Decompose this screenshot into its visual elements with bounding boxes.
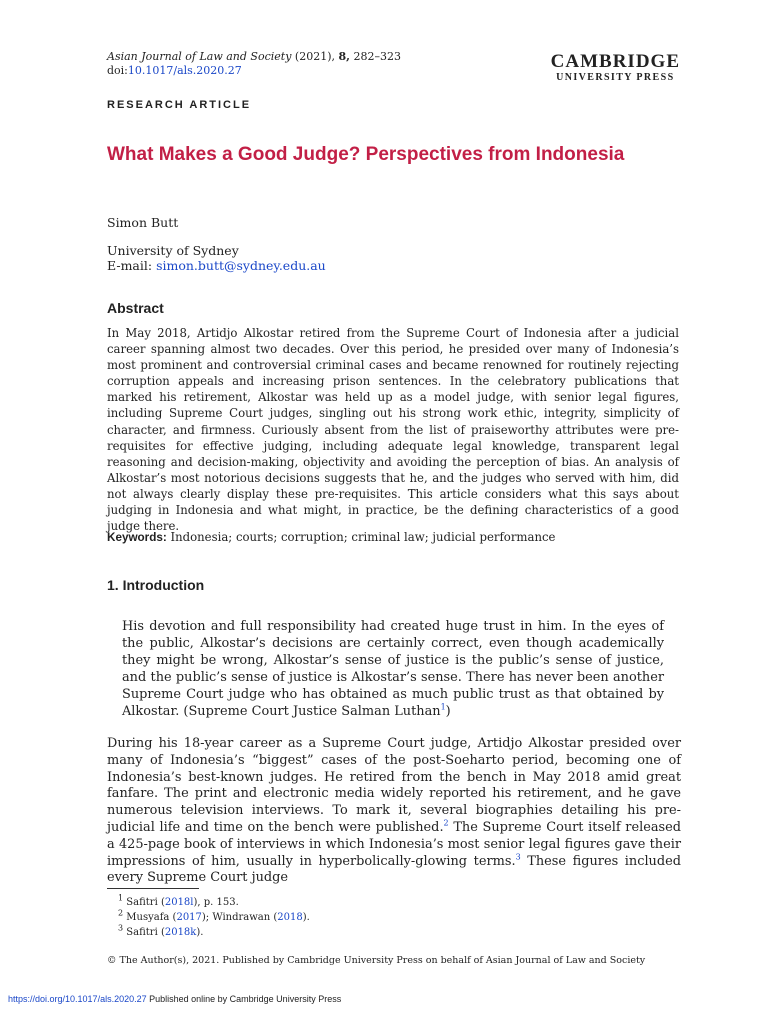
footnote-ref-3[interactable]: 3: [515, 852, 521, 862]
copyright-notice: © The Author(s), 2021. Published by Cambridge University Press on behalf of Asian Journal of Law and Society: [107, 955, 646, 966]
reference-link[interactable]: 2018: [277, 912, 303, 923]
quote-close: ): [445, 704, 451, 719]
footnote-text: ).: [196, 927, 204, 938]
footnote-number: 1: [118, 893, 124, 903]
footnote-divider: [107, 888, 199, 889]
abstract-heading: Abstract: [107, 300, 164, 316]
affiliation-name: University of Sydney: [107, 243, 239, 258]
intro-paragraph: [107, 736, 681, 887]
footnote-text: Safitri (: [126, 897, 165, 908]
epigraph-quote: [122, 618, 664, 720]
journal-volume: 8,: [338, 50, 350, 63]
footnote-text: Safitri (: [126, 927, 165, 938]
paragraph-part-c: These figures included every Supreme Court judge: [107, 853, 681, 886]
keywords: [107, 529, 679, 546]
publisher-logo-line2: UNIVERSITY PRESS: [556, 72, 675, 83]
footer-doi-link[interactable]: https://doi.org/10.1017/als.2020.27: [8, 994, 147, 1004]
quote-text: His devotion and full responsibility had created huge trust in him. In the eyes of the public, Alkostar’s decisions are certainly correct, even though academically they might be wrong, Alkostar’s sense of justice is the public’s sense of justice, and the public’s sense of justice is Alkostar’s sense. There has never been another Supreme Court judge who has obtained as much public trust as that obtained by Alkostar. (Supreme Court Justice Salman Luthan: [122, 619, 664, 719]
email-link[interactable]: simon.butt@sydney.edu.au: [156, 258, 326, 273]
article-title: What Makes a Good Judge? Perspectives from Indonesia: [107, 144, 625, 165]
footnote-text: ).: [302, 912, 310, 923]
keywords-list: Indonesia; courts; corruption; criminal law; judicial performance: [170, 530, 556, 544]
footnote-ref-1[interactable]: 1: [440, 702, 446, 712]
footnote-text: ), p. 153.: [193, 897, 239, 908]
reference-link[interactable]: 2018k: [164, 927, 197, 938]
footer-text: Published online by Cambridge University Press: [146, 994, 342, 1004]
footnote-text: Musyafa (: [126, 912, 177, 923]
reference-link[interactable]: 2018l: [164, 897, 194, 908]
journal-year: (2021),: [294, 50, 335, 63]
abstract-text: In May 2018, Artidjo Alkostar retired from the Supreme Court of Indonesia after a judicial career spanning almost two decades. Over this period, he presided over many of Indonesia’s most prominent and controversial criminal cases and became renowned for routinely rejecting corruption appeals and increasing prison sentences. In the celebratory publications that marked his retirement, Alkostar was held up as a model judge, with senior legal figures, including Supreme Court judges, singling out his strong work ethic, integrity, simplicity of character, and firmness. Curiously absent from the list of praiseworthy attributes were pre-requisites for effective judging, including adequate legal knowledge, transparent legal reasoning and decision-making, objectivity and avoiding the perception of bias. An analysis of Alkostar’s most notorious decisions suggests that he, and the judges who served with him, did not always clearly display these pre-requisites. This article considers what this says about judging in Indonesia and what might, in practice, be the defining characteristics of a good judge there.: [107, 326, 679, 534]
journal-citation: [107, 50, 401, 78]
footnote-1: [118, 895, 310, 910]
article-type-label: RESEARCH ARTICLE: [107, 99, 252, 111]
footnote-ref-2[interactable]: 2: [443, 818, 449, 828]
journal-name: Asian Journal of Law and Society: [107, 50, 292, 63]
footnote-2: [118, 910, 310, 925]
footnote-3: [118, 925, 310, 940]
doi-link[interactable]: 10.1017/als.2020.27: [127, 64, 242, 77]
paragraph-part-b: The Supreme Court itself released a 425-page book of interviews in which Indonesia’s most senior legal figures gave their impressions of him, usually in hyperbolically-glowing terms.: [107, 819, 682, 869]
footnote-number: 3: [118, 923, 124, 933]
section-heading-introduction: 1. Introduction: [107, 577, 205, 593]
page-footer: [8, 994, 341, 1004]
author-affiliation: [107, 243, 326, 273]
paragraph-part-a: During his 18-year career as a Supreme Court judge, Artidjo Alkostar presided over many of Indonesia’s “biggest” cases of the post-Soeharto period, becoming one of Indonesia’s best-known judges. He retired from the bench in May 2018 amid great fanfare. The print and electronic media widely reported his retirement, and he gave numerous television interviews. To mark it, several biographies detailing his pre-judicial life and time on the bench were published.: [107, 736, 681, 835]
publisher-logo-line1: CAMBRIDGE: [550, 51, 680, 72]
journal-pages: 282–323: [353, 50, 401, 63]
publisher-logo: [551, 52, 680, 83]
keywords-label: Keywords:: [107, 531, 167, 544]
footnote-number: 2: [118, 908, 124, 918]
footnotes: [118, 895, 310, 940]
doi-prefix: doi:: [107, 64, 128, 77]
email-label: E-mail:: [107, 258, 153, 273]
footnote-text: ); Windrawan (: [201, 912, 278, 923]
author-name: Simon Butt: [107, 215, 179, 230]
reference-link[interactable]: 2017: [176, 912, 202, 923]
